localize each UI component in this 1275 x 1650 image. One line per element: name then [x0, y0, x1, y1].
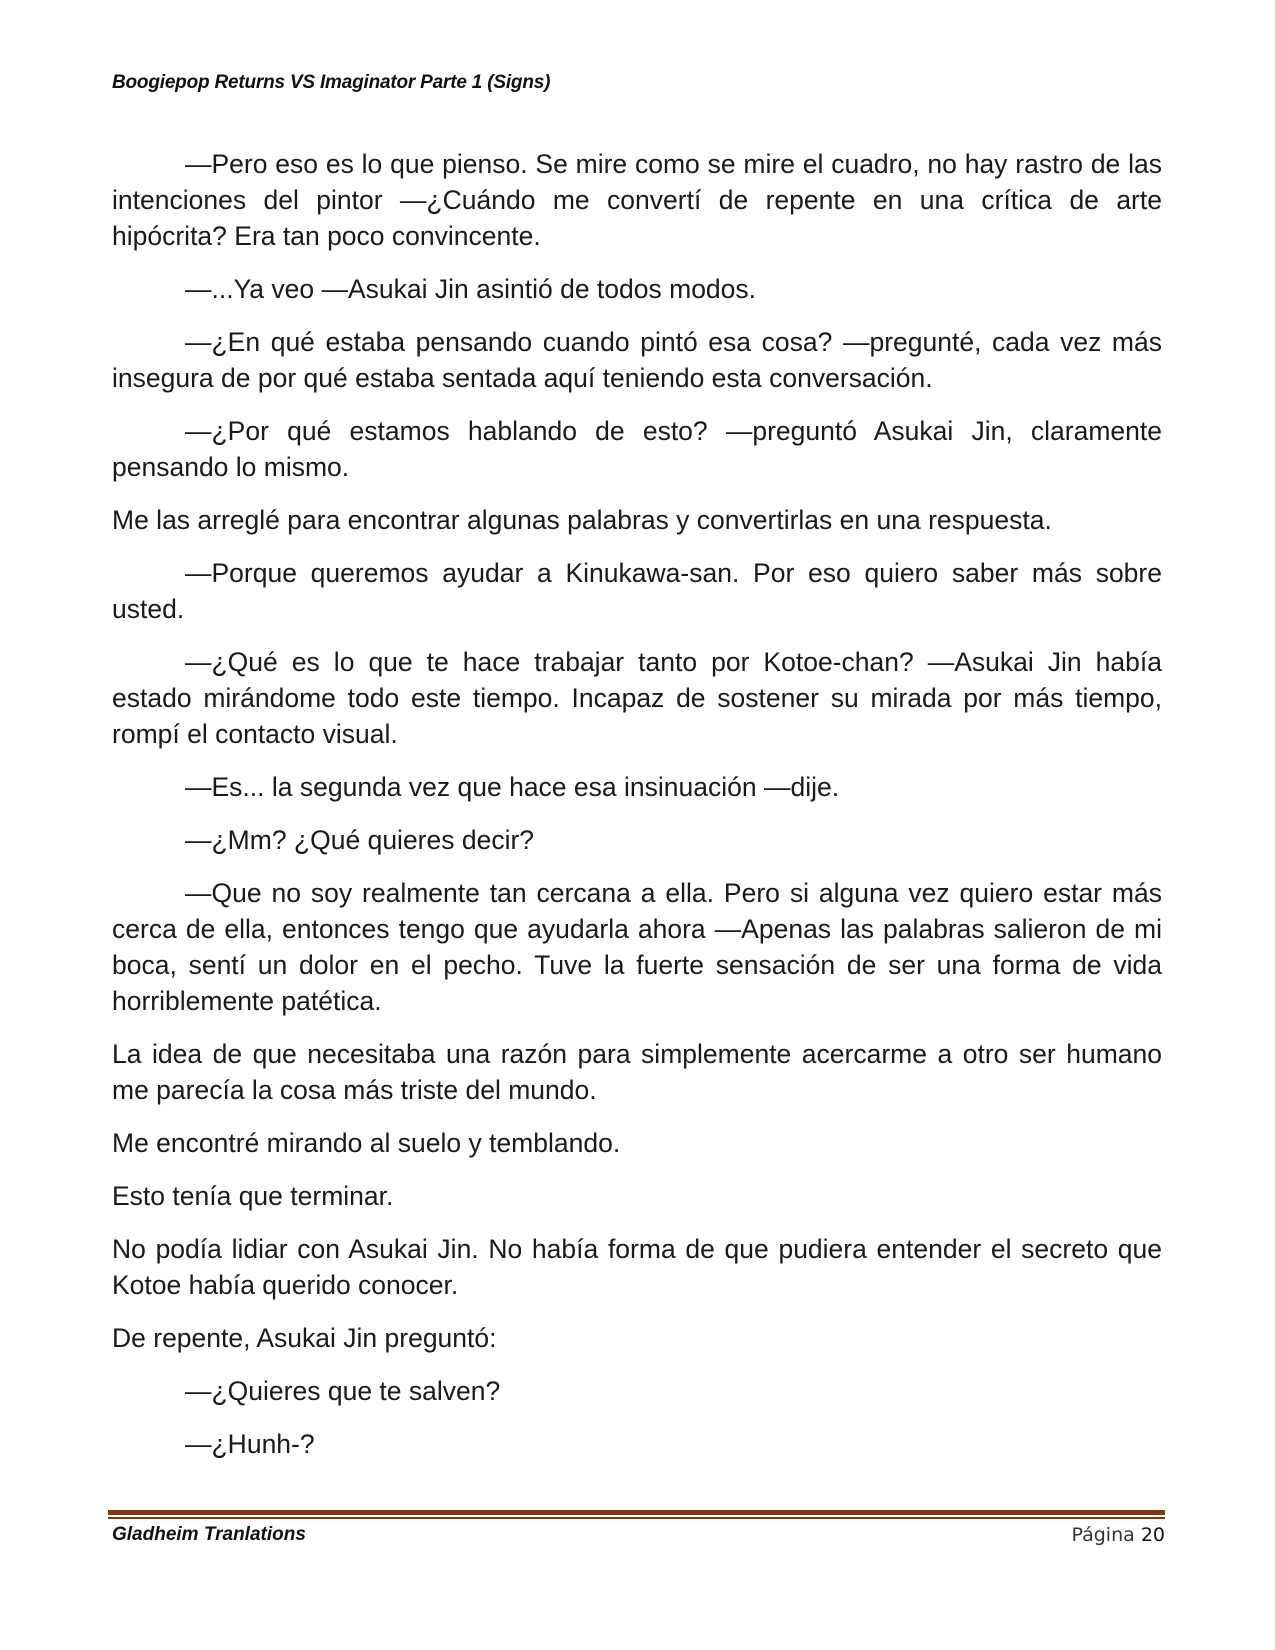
paragraph-10: —Que no soy realmente tan cercana a ella. Pero si alguna vez quiero estar más cerca de ella, entonces tengo que ayudarla ahora —Apenas las palabras salieron de mi boca, sentí un dolor en el pecho. Tuve la fuerte sensación de ser una forma de vida horriblemente patética.	[112, 878, 1162, 1016]
paragraph-8: —Es... la segunda vez que hace esa insinuación —dije.	[185, 772, 840, 802]
running-header: Boogiepop Returns VS Imaginator Parte 1 (Signs)	[112, 72, 551, 93]
paragraph-9: —¿Mm? ¿Qué quieres decir?	[185, 825, 535, 855]
page-label: Página	[1071, 1524, 1135, 1546]
paragraph-15: De repente, Asukai Jin preguntó:	[112, 1323, 497, 1353]
paragraph-2: —...Ya veo —Asukai Jin asintió de todos modos.	[185, 274, 757, 304]
footer-divider	[108, 1510, 1165, 1519]
paragraph-11: La idea de que necesitaba una razón para simplemente acercarme a otro ser humano me parecía la cosa más triste del mundo.	[112, 1039, 1162, 1105]
paragraph-16: —¿Quieres que te salven?	[185, 1376, 501, 1406]
paragraph-4: —¿Por qué estamos hablando de esto? —preguntó Asukai Jin, claramente pensando lo mismo.	[112, 416, 1162, 482]
footer-credit: Gladheim Tranlations	[112, 1524, 306, 1545]
paragraph-3: —¿En qué estaba pensando cuando pintó esa cosa? —pregunté, cada vez más insegura de por qué estaba sentada aquí teniendo esta conversación.	[112, 327, 1162, 393]
paragraph-6: —Porque queremos ayudar a Kinukawa-san. Por eso quiero saber más sobre usted.	[112, 558, 1162, 624]
paragraph-17: —¿Hunh-?	[185, 1429, 315, 1459]
body-text	[112, 146, 1162, 1479]
paragraph-13: Esto tenía que terminar.	[112, 1181, 394, 1211]
paragraph-14: No podía lidiar con Asukai Jin. No había forma de que pudiera entender el secreto que Kotoe había querido conocer.	[112, 1234, 1162, 1300]
page-number-value: 20	[1140, 1524, 1165, 1546]
paragraph-5: Me las arreglé para encontrar algunas palabras y convertirlas en una respuesta.	[112, 505, 1052, 535]
paragraph-12: Me encontré mirando al suelo y temblando.	[112, 1128, 621, 1158]
page-number	[1071, 1524, 1165, 1546]
paragraph-7: —¿Qué es lo que te hace trabajar tanto por Kotoe-chan? —Asukai Jin había estado mirándome todo este tiempo. Incapaz de sostener su mirada por más tiempo, rompí el contacto visual.	[112, 647, 1162, 749]
paragraph-1: —Pero eso es lo que pienso. Se mire como se mire el cuadro, no hay rastro de las intenciones del pintor —¿Cuándo me convertí de repente en una crítica de arte hipócrita? Era tan poco convincente.	[112, 149, 1162, 251]
